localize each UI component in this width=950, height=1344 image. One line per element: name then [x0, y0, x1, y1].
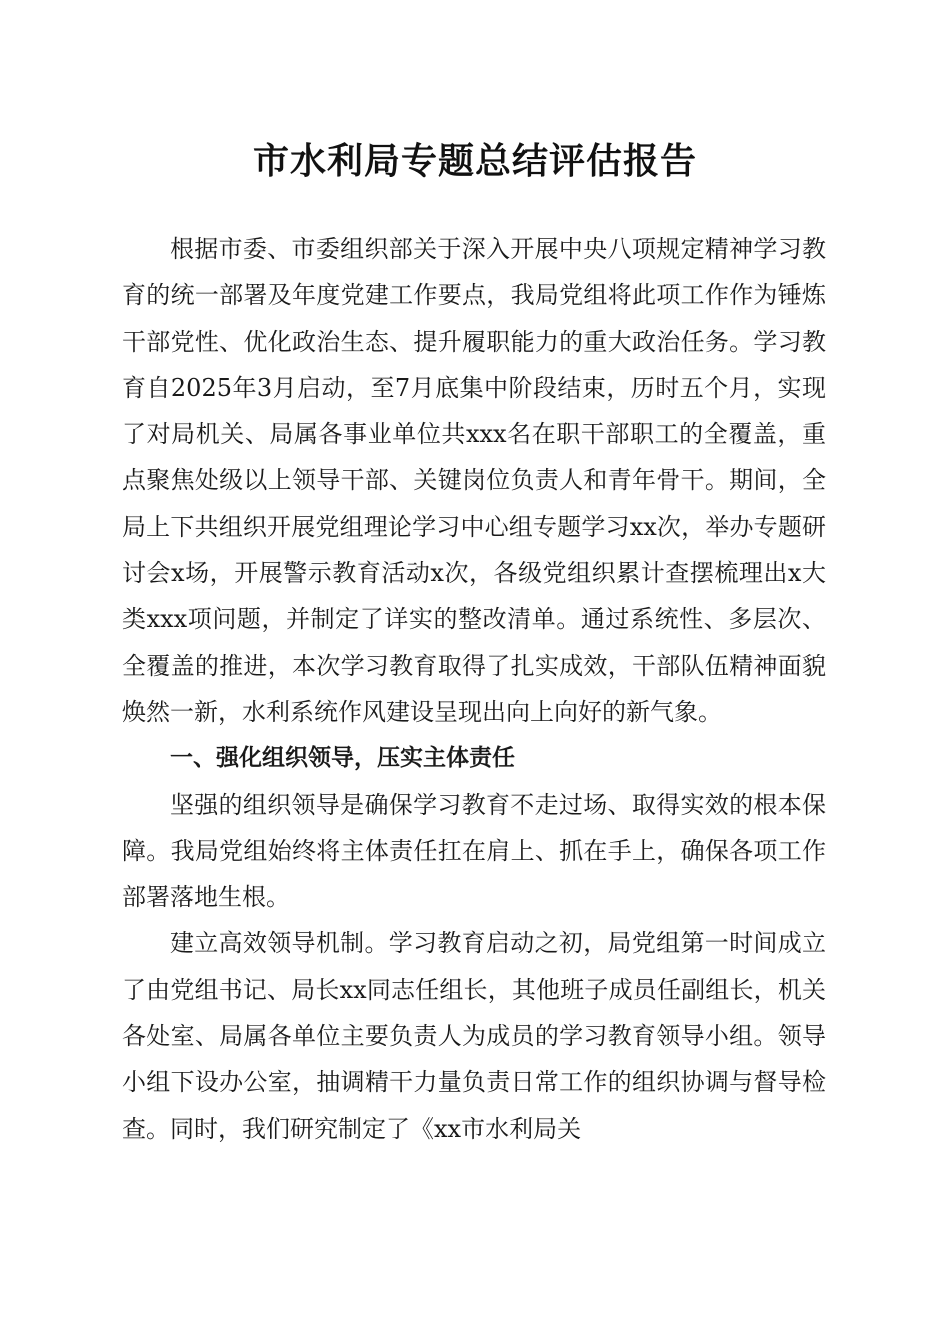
intro-paragraph: 根据市委、市委组织部关于深入开展中央八项规定精神学习教育的统一部署及年度党建工作要点，我局党组将此项工作作为锤炼干部党性、优化政治生态、提升履职能力的重大政治任务。学习教育自2025年3月启动，至7月底集中阶段结束，历时五个月，实现了对局机关、局属各事业单位共xxx名在职干部职工的全覆盖，重点聚焦处级以上领导干部、关键岗位负责人和青年骨干。期间，全局上下共组织开展党组理论学习中心组专题学习xx次，举办专题研讨会x场，开展警示教育活动x次，各级党组织累计查摆梳理出x大类xxx项问题，并制定了详实的整改清单。通过系统性、多层次、全覆盖的推进，本次学习教育取得了扎实成效，干部队伍精神面貌焕然一新，水利系统作风建设呈现出向上向好的新气象。 [122, 235, 826, 726]
document-title: 市水利局专题总结评估报告 [252, 140, 697, 182]
section-1-paragraph-2: 建立高效领导机制。学习教育启动之初，局党组第一时间成立了由党组书记、局长xx同志任组长，其他班子成员任副组长，机关各处室、局属各单位主要负责人为成员的学习教育领导小组。领导小组下设办公室，抽调精干力量负责日常工作的组织协调与督导检查。同时，我们研究制定了《xx市水利局关 [122, 929, 826, 1143]
section-heading-1: 一、强化组织领导，压实主体责任 [170, 745, 515, 772]
document-body [122, 226, 826, 1152]
section-1-paragraph-1: 坚强的组织领导是确保学习教育不走过场、取得实效的根本保障。我局党组始终将主体责任扛在肩上、抓在手上，确保各项工作部署落地生根。 [122, 790, 826, 912]
